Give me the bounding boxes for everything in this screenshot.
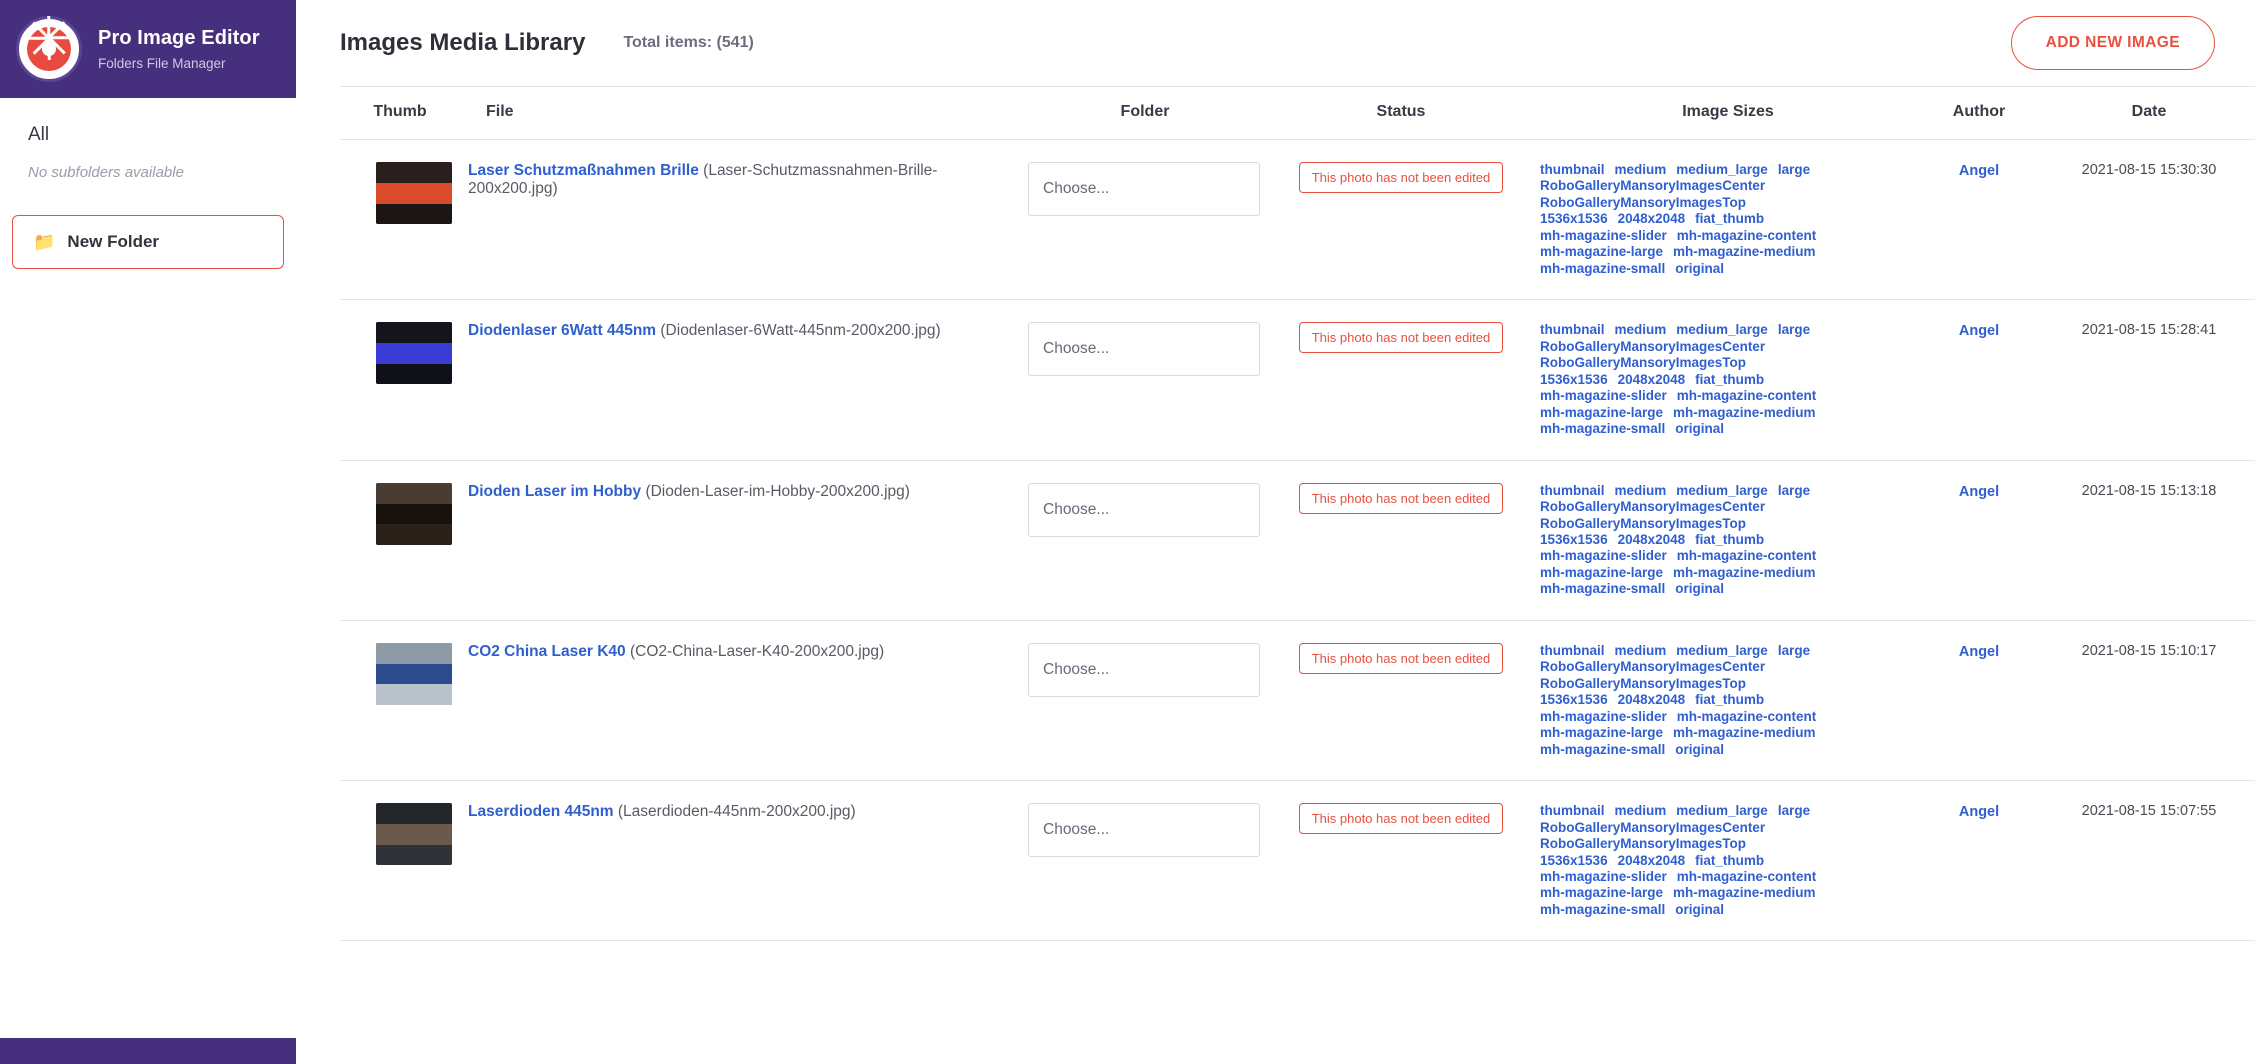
- thumbnail-cell: [340, 620, 460, 780]
- image-size-link[interactable]: thumbnail: [1540, 162, 1605, 177]
- author-link[interactable]: Angel: [1958, 804, 2000, 821]
- file-name-text: (CO2-China-Laser-K40-200x200.jpg): [629, 642, 885, 660]
- image-size-link[interactable]: large: [1777, 642, 1811, 658]
- image-sizes-cell: [1532, 140, 1924, 300]
- image-size-link[interactable]: RoboGalleryMansoryImagesTop: [1540, 675, 1747, 691]
- media-table: [340, 86, 2255, 941]
- file-name-text: (Dioden-Laser-im-Hobby-200x200.jpg): [645, 482, 910, 500]
- sidebar-body: [0, 98, 296, 269]
- image-size-link[interactable]: medium: [1614, 322, 1667, 338]
- image-size-link[interactable]: mh-magazine-large: [1540, 244, 1664, 260]
- status-cell: [1270, 620, 1532, 780]
- folder-select[interactable]: Choose...: [1028, 803, 1260, 857]
- image-size-link[interactable]: 2048x2048: [1617, 371, 1686, 387]
- author-cell: [1924, 460, 2034, 620]
- image-size-link[interactable]: medium: [1614, 803, 1667, 819]
- status-badge: This photo has not been edited: [1299, 483, 1504, 514]
- image-size-link[interactable]: medium: [1614, 162, 1667, 177]
- image-size-link[interactable]: medium_large: [1676, 803, 1768, 819]
- table-row: [340, 140, 2255, 300]
- status-badge: This photo has not been edited: [1299, 162, 1504, 193]
- image-size-link[interactable]: fiat_thumb: [1695, 692, 1765, 708]
- image-size-link[interactable]: original: [1675, 741, 1725, 757]
- new-folder-label: New Folder: [67, 232, 160, 251]
- thumbnail-image[interactable]: [376, 643, 452, 705]
- thumbnail-cell: [340, 300, 460, 460]
- image-size-link[interactable]: medium_large: [1676, 322, 1768, 338]
- folder-cell: [1020, 781, 1270, 941]
- image-size-link[interactable]: RoboGalleryMansoryImagesCenter: [1540, 499, 1766, 515]
- image-size-link[interactable]: mh-magazine-content: [1676, 708, 1817, 724]
- no-subfolders-message: No subfolders available: [28, 164, 184, 181]
- table-row: [340, 460, 2255, 620]
- image-size-link[interactable]: original: [1675, 260, 1725, 276]
- image-size-link[interactable]: mh-magazine-content: [1676, 388, 1817, 404]
- file-cell: [460, 460, 1020, 620]
- total-items-count: Total items: (541): [623, 34, 754, 51]
- image-sizes-cell: [1532, 460, 1924, 620]
- image-size-link[interactable]: mh-magazine-small: [1540, 901, 1666, 917]
- image-size-link[interactable]: RoboGalleryMansoryImagesCenter: [1540, 178, 1766, 194]
- thumbnail-cell: [340, 460, 460, 620]
- image-size-link[interactable]: 2048x2048: [1617, 211, 1686, 227]
- image-size-link[interactable]: mh-magazine-large: [1540, 404, 1664, 420]
- sidebar-item-all[interactable]: All: [28, 124, 50, 145]
- table-row: [340, 300, 2255, 460]
- folder-select[interactable]: Choose...: [1028, 643, 1260, 697]
- image-size-link[interactable]: fiat_thumb: [1695, 531, 1765, 547]
- image-size-link[interactable]: mh-magazine-medium: [1673, 885, 1816, 901]
- folder-select[interactable]: Choose...: [1028, 483, 1260, 537]
- date-cell: 2021-08-15 15:13:18: [2034, 460, 2255, 620]
- image-size-link[interactable]: medium_large: [1676, 162, 1768, 177]
- image-size-link[interactable]: RoboGalleryMansoryImagesTop: [1540, 515, 1747, 531]
- image-size-link[interactable]: mh-magazine-small: [1540, 741, 1666, 757]
- image-sizes-cell: [1532, 300, 1924, 460]
- folder-cell: [1020, 140, 1270, 300]
- image-size-link[interactable]: mh-magazine-slider: [1540, 869, 1667, 884]
- image-size-link[interactable]: 1536x1536: [1540, 852, 1608, 868]
- file-cell: [460, 300, 1020, 460]
- column-header-date: Date: [2034, 87, 2255, 140]
- thumbnail-cell: [340, 781, 460, 941]
- image-size-link[interactable]: mh-magazine-medium: [1673, 725, 1816, 741]
- image-size-link[interactable]: mh-magazine-content: [1676, 227, 1817, 243]
- image-size-link[interactable]: mh-magazine-content: [1676, 869, 1817, 884]
- file-cell: [460, 620, 1020, 780]
- image-size-link[interactable]: mh-magazine-medium: [1673, 564, 1816, 580]
- image-size-link[interactable]: thumbnail: [1540, 482, 1605, 498]
- image-size-link[interactable]: large: [1777, 803, 1811, 819]
- folder-cell: [1020, 460, 1270, 620]
- image-size-link[interactable]: large: [1777, 322, 1811, 338]
- media-table-wrapper: [296, 86, 2255, 941]
- status-badge: This photo has not been edited: [1299, 803, 1504, 834]
- author-cell: [1924, 300, 2034, 460]
- status-badge: This photo has not been edited: [1299, 322, 1504, 353]
- image-size-link[interactable]: medium_large: [1676, 642, 1768, 658]
- folder-icon: 📁: [33, 232, 56, 252]
- image-size-link[interactable]: mh-magazine-slider: [1540, 548, 1667, 564]
- column-header-folder: Folder: [1020, 87, 1270, 140]
- author-link[interactable]: Angel: [1958, 163, 2000, 179]
- image-size-link[interactable]: mh-magazine-small: [1540, 421, 1666, 437]
- image-size-link[interactable]: mh-magazine-large: [1540, 725, 1664, 741]
- image-size-link[interactable]: original: [1675, 421, 1725, 437]
- image-size-link[interactable]: thumbnail: [1540, 803, 1605, 819]
- image-size-link[interactable]: 1536x1536: [1540, 692, 1608, 708]
- add-new-image-button[interactable]: ADD NEW IMAGE: [2011, 16, 2215, 70]
- file-name-text: (Diodenlaser-6Watt-445nm-200x200.jpg): [660, 322, 941, 340]
- author-cell: [1924, 620, 2034, 780]
- file-name-text: (Laserdioden-445nm-200x200.jpg): [617, 803, 856, 821]
- folder-cell: [1020, 300, 1270, 460]
- image-size-link[interactable]: original: [1675, 581, 1725, 597]
- media-table-body: [340, 140, 2255, 941]
- file-title-link[interactable]: Diodenlaser 6Watt 445nm: [468, 322, 657, 340]
- page-header: [296, 0, 2255, 86]
- image-size-link[interactable]: mh-magazine-slider: [1540, 708, 1667, 724]
- status-badge: This photo has not been edited: [1299, 643, 1504, 674]
- image-size-link[interactable]: mh-magazine-slider: [1540, 388, 1667, 404]
- image-size-link[interactable]: RoboGalleryMansoryImagesTop: [1540, 194, 1747, 210]
- image-size-link[interactable]: large: [1777, 162, 1811, 177]
- table-row: [340, 620, 2255, 780]
- date-cell: 2021-08-15 15:07:55: [2034, 781, 2255, 941]
- file-title-link[interactable]: Laserdioden 445nm: [468, 803, 614, 821]
- image-sizes-cell: [1532, 781, 1924, 941]
- image-size-link[interactable]: large: [1777, 482, 1811, 498]
- brand-title: Pro Image Editor: [98, 26, 260, 49]
- date-cell: 2021-08-15 15:10:17: [2034, 620, 2255, 780]
- image-size-link[interactable]: fiat_thumb: [1695, 211, 1765, 227]
- folder-select[interactable]: Choose...: [1028, 162, 1260, 216]
- image-size-link[interactable]: mh-magazine-medium: [1673, 244, 1816, 260]
- status-cell: [1270, 140, 1532, 300]
- date-cell: 2021-08-15 15:30:30: [2034, 140, 2255, 300]
- image-size-link[interactable]: RoboGalleryMansoryImagesCenter: [1540, 659, 1766, 675]
- column-header-thumb: Thumb: [340, 87, 460, 140]
- sidebar: [0, 0, 296, 1064]
- image-size-link[interactable]: mh-magazine-medium: [1673, 404, 1816, 420]
- brand-subtitle: Folders File Manager: [98, 55, 226, 71]
- author-link[interactable]: Angel: [1958, 323, 2000, 340]
- author-link[interactable]: Angel: [1958, 483, 2000, 500]
- image-size-link[interactable]: RoboGalleryMansoryImagesCenter: [1540, 338, 1766, 354]
- folder-cell: [1020, 620, 1270, 780]
- image-size-link[interactable]: 2048x2048: [1617, 852, 1686, 868]
- file-name-text: (Laser-Schutzmassnahmen-Brille-200x200.jpg): [468, 162, 938, 197]
- date-cell: 2021-08-15 15:28:41: [2034, 300, 2255, 460]
- image-size-link[interactable]: 1536x1536: [1540, 371, 1608, 387]
- column-header-file: File: [460, 87, 1020, 140]
- thumbnail-cell: [340, 140, 460, 300]
- sidebar-brand: [0, 0, 296, 98]
- image-size-link[interactable]: mh-magazine-large: [1540, 885, 1664, 901]
- file-cell: [460, 140, 1020, 300]
- image-size-link[interactable]: mh-magazine-slider: [1540, 227, 1667, 243]
- new-folder-button[interactable]: [12, 215, 284, 269]
- author-cell: [1924, 781, 2034, 941]
- file-cell: [460, 781, 1020, 941]
- image-size-link[interactable]: mh-magazine-large: [1540, 564, 1664, 580]
- thumbnail-image[interactable]: [376, 483, 452, 545]
- file-title-link[interactable]: CO2 China Laser K40: [468, 642, 626, 660]
- image-size-link[interactable]: RoboGalleryMansoryImagesTop: [1540, 355, 1747, 371]
- image-size-link[interactable]: 1536x1536: [1540, 531, 1608, 547]
- image-size-link[interactable]: fiat_thumb: [1695, 371, 1765, 387]
- image-size-link[interactable]: 2048x2048: [1617, 531, 1686, 547]
- gear-wheel-icon: [16, 16, 82, 82]
- image-size-link[interactable]: 2048x2048: [1617, 692, 1686, 708]
- image-size-link[interactable]: thumbnail: [1540, 642, 1605, 658]
- image-size-link[interactable]: mh-magazine-content: [1676, 548, 1817, 564]
- status-cell: [1270, 460, 1532, 620]
- table-row: [340, 781, 2255, 941]
- column-header-status: Status: [1270, 87, 1532, 140]
- page-title: Images Media Library: [340, 29, 586, 56]
- image-size-link[interactable]: thumbnail: [1540, 322, 1605, 338]
- image-size-link[interactable]: fiat_thumb: [1695, 852, 1765, 868]
- sidebar-footer-accent: [0, 1038, 296, 1064]
- file-title-link[interactable]: Laser Schutzmaßnahmen Brille: [468, 162, 699, 179]
- column-header-image-sizes: Image Sizes: [1532, 87, 1924, 140]
- thumbnail-image[interactable]: [376, 162, 452, 224]
- author-link[interactable]: Angel: [1958, 643, 2000, 660]
- image-size-link[interactable]: mh-magazine-small: [1540, 260, 1666, 276]
- author-cell: [1924, 140, 2034, 300]
- image-size-link[interactable]: medium: [1614, 642, 1667, 658]
- image-size-link[interactable]: 1536x1536: [1540, 211, 1608, 227]
- image-size-link[interactable]: medium_large: [1676, 482, 1768, 498]
- thumbnail-image[interactable]: [376, 803, 452, 865]
- status-cell: [1270, 781, 1532, 941]
- folder-select[interactable]: Choose...: [1028, 322, 1260, 376]
- main-content: [296, 0, 2255, 1064]
- column-header-author: Author: [1924, 87, 2034, 140]
- status-cell: [1270, 300, 1532, 460]
- image-size-link[interactable]: medium: [1614, 482, 1667, 498]
- table-header-row: [340, 87, 2255, 140]
- image-size-link[interactable]: original: [1675, 901, 1725, 917]
- image-size-link[interactable]: mh-magazine-small: [1540, 581, 1666, 597]
- file-title-link[interactable]: Dioden Laser im Hobby: [468, 482, 642, 500]
- image-size-link[interactable]: RoboGalleryMansoryImagesTop: [1540, 836, 1747, 852]
- image-size-link[interactable]: RoboGalleryMansoryImagesCenter: [1540, 819, 1766, 835]
- image-sizes-cell: [1532, 620, 1924, 780]
- thumbnail-image[interactable]: [376, 322, 452, 384]
